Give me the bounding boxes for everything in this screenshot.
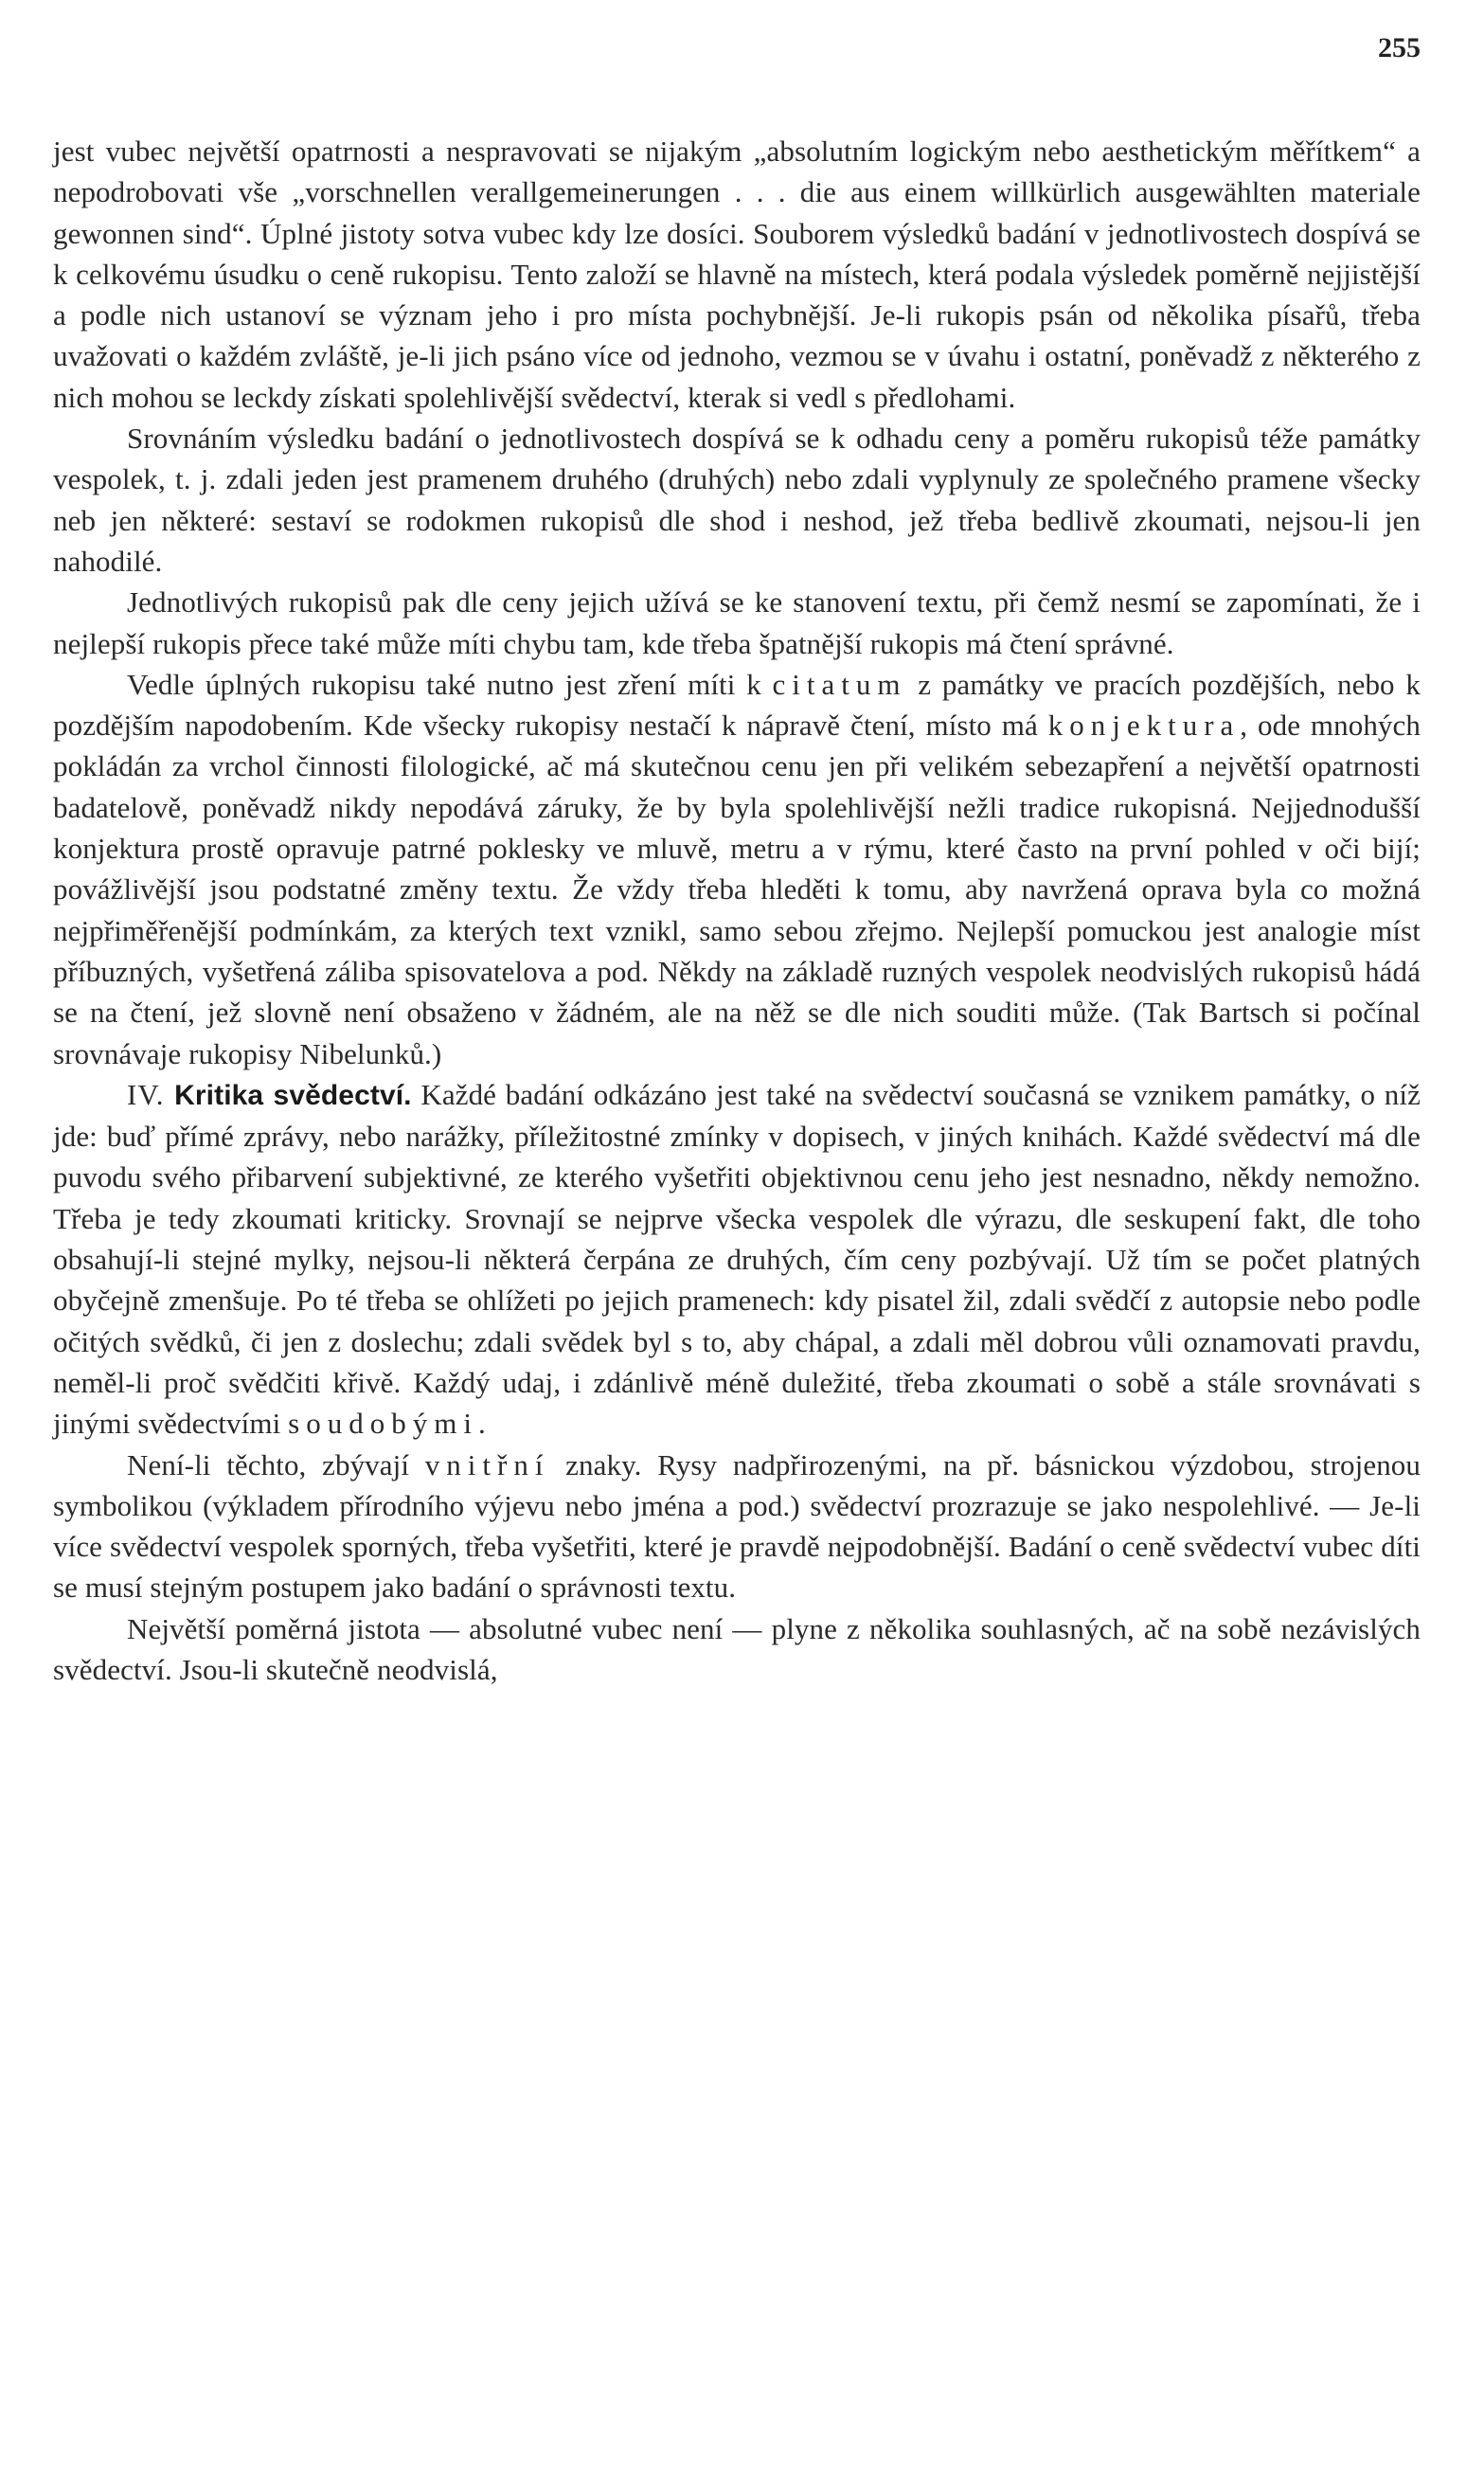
emphasized-term: soudobými (288, 1407, 478, 1441)
paragraph (53, 1445, 1421, 1608)
text-body (53, 131, 1421, 1690)
text-run: Není-li těchto, zbývají (127, 1447, 425, 1481)
paragraph (53, 131, 1421, 418)
text-run: Každé badání odkázáno jest také na svědectví současná se vznikem památky, o níž jde: buď přímé zprávy, nebo narážky, příležitostné zmínky v dopisech, v jiných knihách. Každé svědectví má dle puvodu svého přibarvení subjektivné, ze kterého vyšetřiti objektivnou cenu jeho jest nesnadno, někdy nemožno. Třeba je tedy zkoumati kriticky. Srovnají se nejprve všecka vespolek dle výrazu, dle seskupení fakt, dle toho obsahují-li stejné mylky, nejsou-li některá čerpána ze druhých, čím ceny pozbývají. Už tím se počet platných obyčejně zmenšuje. Po té třeba se ohlížeti po jejich pramenech: kdy pisatel žil, zdali svědčí z autopsie nebo podle očitých svědků, či jen z doslechu; zdali svědek byl s to, aby chápal, a zdali měl dobrou vůli oznamovati pravdu, neměl-li proč svědčiti křivě. Každý udaj, i zdánlivě méně duležité, třeba zkoumati o sobě a stále srovnávati s jinými svědectvími (53, 1077, 1421, 1441)
page-number: 255 (1378, 32, 1421, 63)
paragraph (53, 1608, 1421, 1691)
text-run: jest vubec největší opatrnosti a nespravovati se nijakým „absolutním logickým nebo aesthetickým měřítkem“ a nepodrobovati vše „vorschnellen verallgemeinerungen . . . die aus einem willkürlich ausgewählten materiale gewonnen sind“. Úplné jistoty sotva vubec kdy lze dosíci. Souborem výsledků badání v jednotlivostech dospívá se k celkovému úsudku o ceně rukopisu. Tento založí se hlavně na místech, která podala výsledek poměrně nejjistější a podle nich ustanoví se význam jeho i pro místa pochybnější. Je-li rukopis psán od několika písařů, třeba uvažovati o každém zvláště, je-li jich psáno více od jednoho, vezmou se v úvahu i ostatní, poněvadž z některého z nich mohou se leckdy získati spolehlivější svědectví, kterak si vedl s předlohami. (53, 135, 1421, 414)
emphasized-term: vnitřní (424, 1447, 550, 1481)
text-run: . (477, 1407, 486, 1441)
paragraph (53, 582, 1421, 664)
emphasized-term: konjektura (1047, 709, 1241, 743)
book-page (53, 27, 1421, 2451)
emphasized-term: citatum (772, 667, 907, 701)
text-run: znaky. Rysy nadpřirozenými, na př. básnickou výzdobou, strojenou symbolikou (výkladem přírodního výjevu nebo jména a pod.) svědectví prozrazuje se jako nespolehlivé. — Je-li více svědectví vespolek sporných, třeba vyšetřiti, které je pravdě nejpodobnější. Badání o ceně svědectví vubec díti se musí stejným postupem jako badání o správnosti textu. (53, 1447, 1421, 1605)
section-number: IV. (127, 1077, 175, 1111)
section-heading: Kritika svědectví. (174, 1079, 412, 1111)
text-run: Jednotlivých rukopisů pak dle ceny jejich užívá se ke stanovení textu, při čemž nesmí se zapomínati, že i nejlepší rukopis přece také může míti chybu tam, kde třeba špatnější rukopis má čtení správné. (53, 585, 1421, 660)
paragraph (53, 1074, 1421, 1445)
paragraph (53, 664, 1421, 1074)
paragraph (53, 418, 1421, 582)
text-run: Největší poměrná jistota — absolutné vubec není — plyne z několika souhlasných, ač na sobě nezávislých svědectví. Jsou-li skutečně neodvislá, (53, 1611, 1421, 1686)
text-run: Vedle úplných rukopisu také nutno jest zření míti k (127, 667, 773, 701)
text-run: , ode mnohých pokládán za vrchol činnosti filologické, ač má skutečnou cenu jen při velikém sebezapření a největší opatrnosti badatelově, poněvadž nikdy nepodává záruky, že by byla spolehlivější nežli tradice rukopisná. Nejjednodušší konjektura prostě opravuje patrné poklesky ve mluvě, metru a v rýmu, které často na první pohled v oči bijí; povážlivější jsou podstatné změny textu. Že vždy třeba hleděti k tomu, aby navržená oprava byla co možná nejpřiměřenější podmínkám, za kterých text vznikl, samo sebou zřejmo. Nejlepší pomuckou jest analogie míst příbuzných, vyšetřená záliba spisovatelova a pod. Někdy na základě ruzných vespolek neodvislých rukopisů hádá se na čtení, jež slovně není obsaženo v žádném, ale na něž se dle nich souditi může. (Tak Bartsch si počínal srovnávaje rukopisy Nibelunků.) (53, 709, 1421, 1070)
text-run: z památky ve pracích pozdějších, nebo k pozdějším napodobením. Kde všecky rukopisy nestačí k nápravě čtení, místo má (53, 667, 1421, 743)
text-run: Srovnáním výsledku badání o jednotlivostech dospívá se k odhadu ceny a poměru rukopisů téže památky vespolek, t. j. zdali jeden jest pramenem druhého (druhých) nebo zdali vyplynuly ze společného pramene všecky neb jen některé: sestaví se rodokmen rukopisů dle shod i neshod, jež třeba bedlivě zkoumati, nejsou-li jen nahodilé. (53, 422, 1421, 578)
